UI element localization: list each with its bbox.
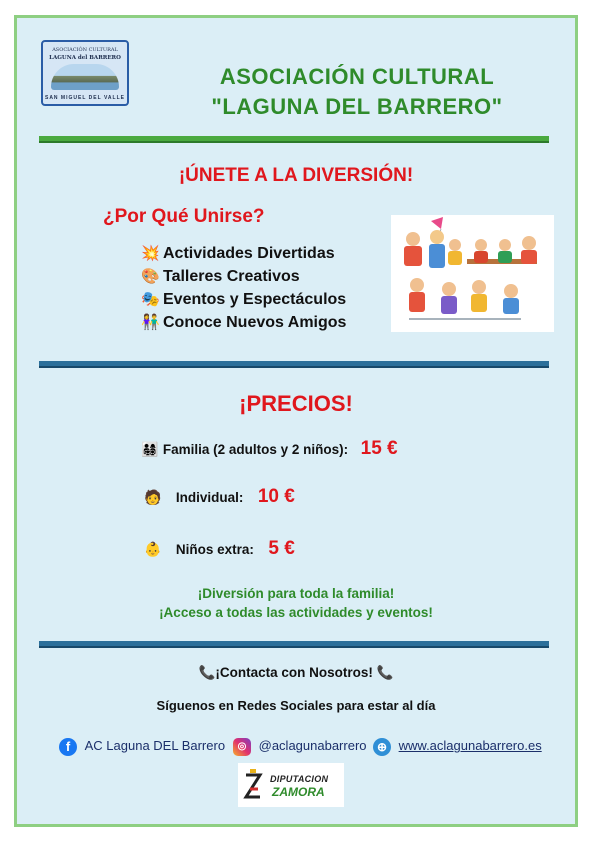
theater-masks-icon: 🎭 bbox=[141, 291, 160, 308]
activity-item bbox=[141, 313, 346, 332]
facebook-label: AC Laguna DEL Barrero bbox=[84, 738, 226, 754]
family-fun-note: ¡Diversión para toda la familia! bbox=[197, 586, 395, 601]
activity-item bbox=[141, 244, 335, 263]
activity-label: Talleres Creativos bbox=[163, 268, 300, 285]
logo-bottom-text: SAN MIGUEL DEL VALLE bbox=[44, 95, 125, 101]
logo-lake-image bbox=[51, 64, 119, 90]
prices-heading: ¡PRECIOS! bbox=[239, 391, 353, 416]
price-row-family bbox=[141, 438, 398, 460]
page-title-line1: ASOCIACIÓN CULTURAL bbox=[219, 64, 495, 89]
activity-label: Conoce Nuevos Amigos bbox=[163, 314, 347, 331]
instagram-label: @aclagunabarrero bbox=[258, 738, 367, 754]
explosion-icon: 💥 bbox=[141, 245, 160, 262]
logo-name-text: LAGUNA del BARRERO bbox=[49, 55, 121, 61]
sponsor-line2: ZAMORA bbox=[272, 785, 325, 799]
palette-icon: 🎨 bbox=[141, 268, 160, 285]
sponsor-line1: DIPUTACION bbox=[270, 774, 329, 784]
children-illustration bbox=[391, 215, 554, 332]
globe-icon: ⊕ bbox=[373, 738, 391, 756]
join-headline: ¡ÚNETE A LA DIVERSIÓN! bbox=[178, 165, 414, 186]
facebook-icon: f bbox=[59, 738, 77, 756]
access-note: ¡Acceso a todas las actividades y eventos! bbox=[159, 605, 433, 620]
friends-icon: 👫 bbox=[141, 314, 160, 331]
association-logo bbox=[41, 40, 129, 106]
follow-us-text: Síguenos en Redes Sociales para estar al día bbox=[156, 698, 436, 713]
page-title-line2: "LAGUNA DEL BARRERO" bbox=[211, 94, 503, 119]
logo-top-text: ASOCIACIÓN CULTURAL bbox=[52, 47, 118, 53]
person-icon: 🧑 bbox=[144, 489, 162, 505]
why-join-heading: ¿Por Qué Unirse? bbox=[103, 206, 265, 227]
phone-icon: 📞 bbox=[376, 665, 394, 680]
phone-icon: 📞 bbox=[198, 665, 216, 680]
baby-icon: 👶 bbox=[144, 541, 162, 557]
price-value: 15 € bbox=[360, 438, 398, 459]
divider-blue bbox=[39, 641, 549, 648]
family-icon: 👨‍👩‍👧‍👦 bbox=[141, 441, 159, 457]
activity-item bbox=[141, 290, 346, 309]
price-label: Individual: bbox=[175, 490, 244, 505]
divider-blue bbox=[39, 361, 549, 368]
divider-green bbox=[39, 136, 549, 143]
activity-label: Eventos y Espectáculos bbox=[163, 291, 347, 308]
price-row-extra-child bbox=[144, 538, 295, 560]
contact-line bbox=[17, 665, 575, 681]
flyer-page bbox=[14, 15, 578, 827]
facebook-link[interactable] bbox=[59, 738, 225, 756]
price-value: 10 € bbox=[257, 486, 295, 507]
instagram-link[interactable] bbox=[233, 738, 367, 756]
activity-item bbox=[141, 267, 300, 286]
price-label: Niños extra: bbox=[175, 542, 254, 557]
website-label: www.aclagunabarrero.es bbox=[398, 738, 542, 754]
instagram-icon: ◎ bbox=[233, 738, 251, 756]
price-value: 5 € bbox=[268, 538, 295, 559]
price-row-individual bbox=[144, 486, 295, 508]
activity-label: Actividades Divertidas bbox=[163, 245, 335, 262]
website-link[interactable] bbox=[373, 738, 542, 756]
contact-text: ¡Contacta con Nosotros! bbox=[215, 665, 373, 680]
diputacion-zamora-logo bbox=[238, 763, 344, 807]
price-label: Familia (2 adultos y 2 niños): bbox=[162, 442, 349, 457]
